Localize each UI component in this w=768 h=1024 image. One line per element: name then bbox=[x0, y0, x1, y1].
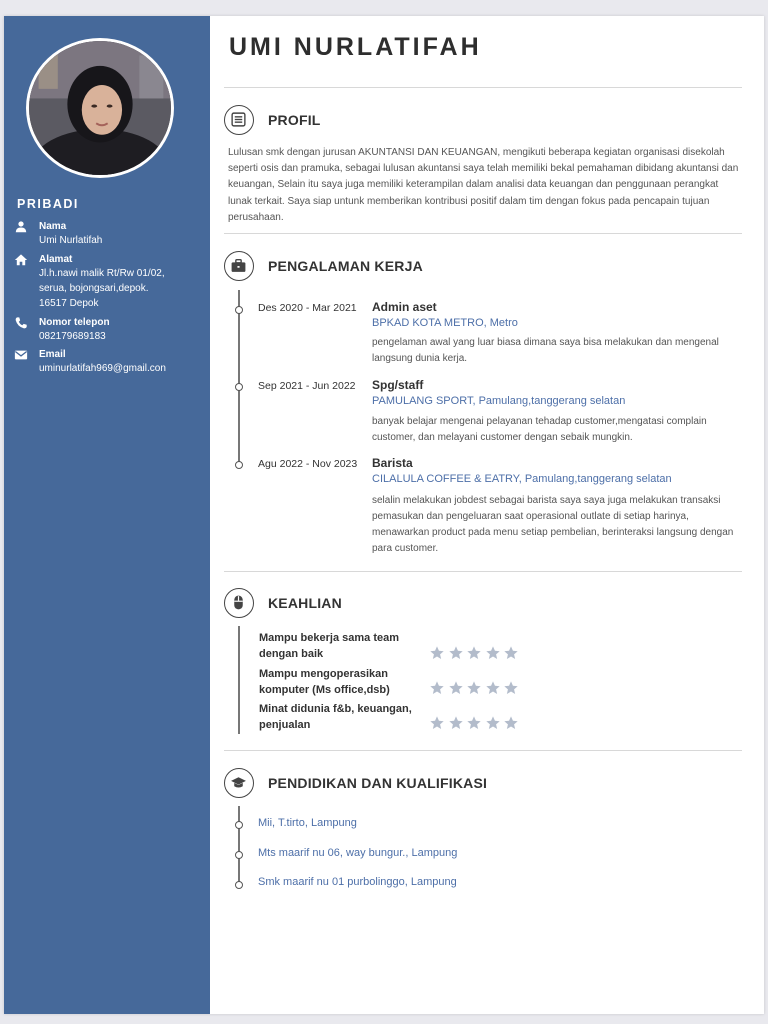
star-icon bbox=[429, 680, 445, 696]
timeline-dot bbox=[235, 306, 243, 314]
star-icon bbox=[503, 680, 519, 696]
job-description: banyak belajar mengenai pelayanan tehadap customer,mengatasi complain customer, dan melayani customer dengan sebaik mungkin. bbox=[372, 416, 707, 443]
star-icon bbox=[429, 645, 445, 661]
document-lines-icon bbox=[230, 111, 247, 128]
star-icon bbox=[503, 645, 519, 661]
personal-value: uminurlatifah969@gmail.con bbox=[39, 363, 166, 374]
briefcase-icon bbox=[230, 257, 247, 274]
divider bbox=[224, 750, 742, 751]
personal-value: serua, bojongsari,depok. bbox=[39, 283, 149, 294]
divider bbox=[224, 233, 742, 234]
personal-section-title: PRIBADI bbox=[17, 197, 79, 211]
skill-rating bbox=[429, 680, 529, 698]
education-item: Mii, T.tirto, Lampung bbox=[258, 817, 357, 829]
personal-value: Jl.h.nawi malik Rt/Rw 01/02, bbox=[39, 268, 165, 279]
personal-item-email bbox=[14, 348, 204, 376]
education-item: Mts maarif nu 06, way bungur., Lampung bbox=[258, 847, 458, 859]
phone-icon bbox=[14, 316, 28, 330]
star-icon bbox=[466, 645, 482, 661]
education-item: Smk maarif nu 01 purbolinggo, Lampung bbox=[258, 876, 457, 888]
star-icon bbox=[448, 645, 464, 661]
experience-section-title: PENGALAMAN KERJA bbox=[268, 258, 423, 274]
star-icon bbox=[466, 715, 482, 731]
graduation-cap-icon bbox=[230, 774, 247, 791]
main-content bbox=[210, 16, 764, 1014]
star-icon bbox=[485, 715, 501, 731]
job-title: Admin aset bbox=[372, 300, 437, 314]
star-icon bbox=[448, 715, 464, 731]
skill-rating bbox=[429, 715, 529, 733]
timeline-line bbox=[238, 290, 240, 468]
sidebar bbox=[4, 16, 210, 1014]
mail-icon bbox=[14, 348, 28, 362]
timeline-line bbox=[238, 806, 240, 886]
timeline-dot bbox=[235, 461, 243, 469]
resume-page bbox=[4, 16, 764, 1014]
experience-section-icon bbox=[224, 251, 254, 281]
skill-rating bbox=[429, 645, 529, 663]
job-company: BPKAD KOTA METRO, Metro bbox=[372, 317, 518, 329]
skill-name: Minat didunia f&b, keuangan, penjualan bbox=[259, 703, 412, 731]
job-description: selalin melakukan jobdest sebagai barista saya saya juga melakukan transaksi pemasukan dan pengeluaran saat operasional outlate di setiap harinya, menawarkan product pada menu setiap pembelian, berinteraksi langsung dengan para customer. bbox=[372, 495, 734, 554]
personal-value: Umi Nurlatifah bbox=[39, 235, 103, 246]
skills-section-title: KEAHLIAN bbox=[268, 595, 342, 611]
home-icon bbox=[14, 253, 28, 267]
job-date: Des 2020 - Mar 2021 bbox=[258, 302, 357, 314]
personal-item-phone bbox=[14, 316, 204, 344]
personal-item-name bbox=[14, 220, 204, 248]
timeline-dot bbox=[235, 821, 243, 829]
personal-label: Alamat bbox=[39, 254, 73, 265]
job-company: PAMULANG SPORT, Pamulang,tanggerang selatan bbox=[372, 395, 626, 407]
star-icon bbox=[448, 680, 464, 696]
star-icon bbox=[503, 715, 519, 731]
mouse-icon bbox=[230, 594, 247, 611]
divider bbox=[224, 87, 742, 88]
candidate-name: UMI NURLATIFAH bbox=[229, 33, 482, 61]
skill-name: Mampu mengoperasikan komputer (Ms office,dsb) bbox=[259, 668, 390, 696]
timeline-dot bbox=[235, 851, 243, 859]
personal-label: Nomor telepon bbox=[39, 317, 110, 328]
job-date: Agu 2022 - Nov 2023 bbox=[258, 458, 358, 470]
profile-photo bbox=[26, 38, 174, 178]
education-section-title: PENDIDIKAN DAN KUALIFIKASI bbox=[268, 775, 488, 791]
education-section-icon bbox=[224, 768, 254, 798]
personal-label: Nama bbox=[39, 221, 67, 232]
job-description: pengelaman awal yang luar biasa dimana saya bisa melakukan dan mengenal langsung dunia kerja. bbox=[372, 337, 719, 364]
skill-name: Mampu bekerja sama team dengan baik bbox=[259, 632, 400, 660]
personal-value: 16517 Depok bbox=[39, 298, 99, 309]
profile-section-icon bbox=[224, 105, 254, 135]
star-icon bbox=[485, 680, 501, 696]
star-icon bbox=[466, 680, 482, 696]
person-icon bbox=[14, 220, 28, 234]
job-title: Barista bbox=[372, 456, 413, 470]
timeline-dot bbox=[235, 383, 243, 391]
divider bbox=[224, 571, 742, 572]
personal-value: 082179689183 bbox=[39, 331, 106, 342]
job-date: Sep 2021 - Jun 2022 bbox=[258, 380, 356, 392]
job-title: Spg/staff bbox=[372, 378, 424, 392]
personal-item-address bbox=[14, 253, 204, 311]
timeline-line bbox=[238, 626, 240, 734]
job-company: CILALULA COFFEE & EATRY, Pamulang,tanggerang selatan bbox=[372, 473, 672, 485]
personal-label: Email bbox=[39, 349, 66, 360]
timeline-dot bbox=[235, 881, 243, 889]
star-icon bbox=[429, 715, 445, 731]
profile-section-title: PROFIL bbox=[268, 112, 321, 128]
skills-section-icon bbox=[224, 588, 254, 618]
star-icon bbox=[485, 645, 501, 661]
profile-text: Lulusan smk dengan jurusan AKUNTANSI DAN KEUANGAN, mengikuti beberapa kegiatan organisasi disekolah seperti osis dan pramuka, sebagai lulusan akuntansi saya telah memiliki bekal pemahaman dibidang akuntansi dan keuangan, Selain itu saya juga memiliki keterampilan dalam analisi data keuangan dan penggunaan perangkat lunak terkait. Saya siap untunk memberikan kontribusi positif dalam tim dengan fokus pada pencapain tujuan perusahaan. bbox=[228, 147, 739, 223]
